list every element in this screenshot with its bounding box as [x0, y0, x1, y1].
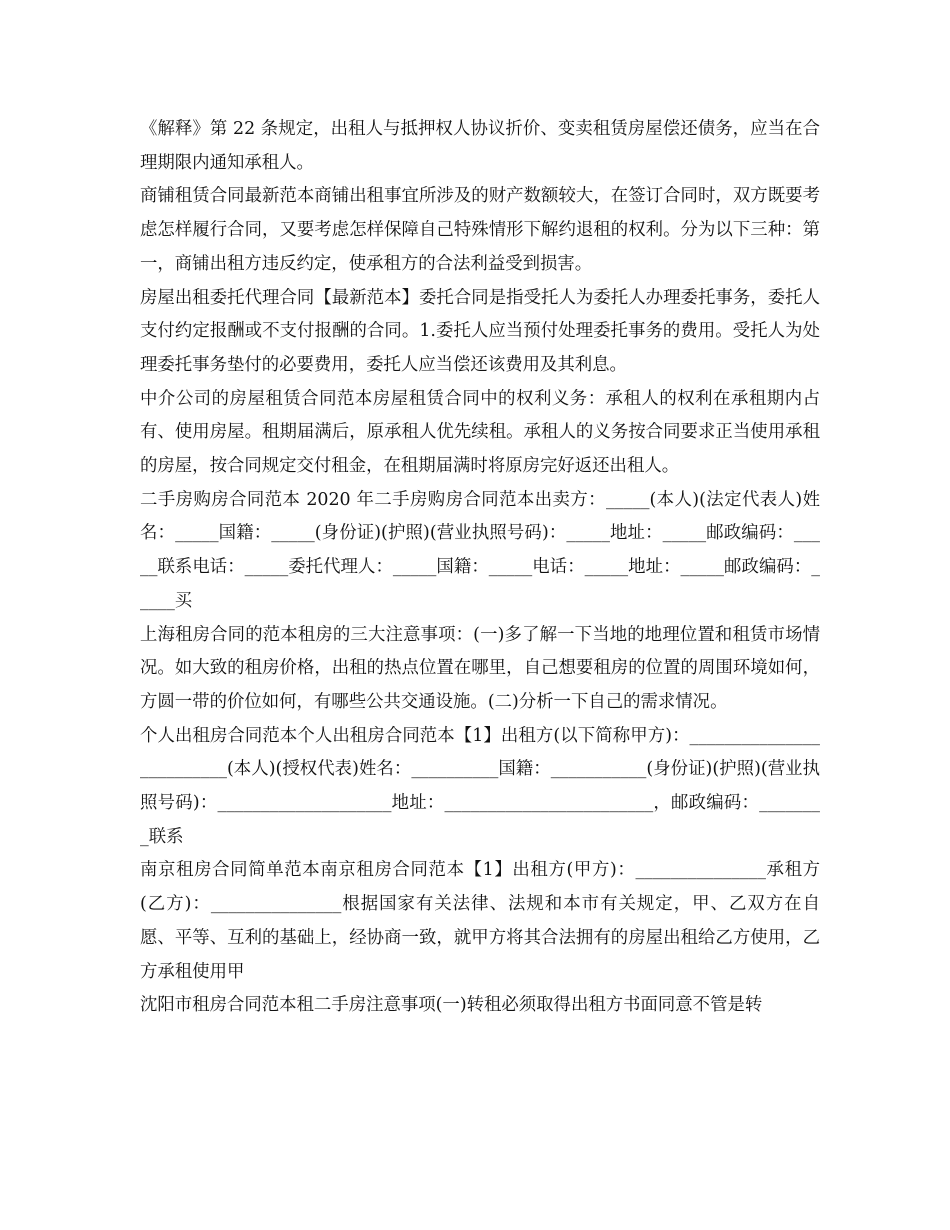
paragraph-entrustment-agency-contract: 房屋出租委托代理合同【最新范本】委托合同是指受托人为委托人办理委托事务，委托人支付约定报酬或不支付报酬的合同。1.委托人应当预付处理委托事务的费用。受托人为处理委托事务垫付的必要费用，委托人应当偿还该费用及其利息。: [140, 287, 820, 375]
paragraph-shanghai-rental-notes: 上海租房合同的范本租房的三大注意事项：(一)多了解一下当地的地理位置和租赁市场情况。如大致的租房价格，出租的热点位置在哪里，自己想要租房的位置的周围环境如何，方圆一带的价位如何，有哪些公共交通设施。(二)分析一下自己的需求情况。: [140, 624, 820, 712]
paragraph-shenyang-rental-notes: 沈阳市租房合同范本租二手房注意事项(一)转租必须取得出租方书面同意不管是转: [140, 995, 763, 1016]
paragraph-personal-rental-contract: 个人出租房合同范本个人出租房合同范本【1】出租方(以下简称甲方)：_________________________(本人)(授权代表)姓名：__________国籍：___________(身份证)(护照)(营业执照号码)：____________________地址：________________________，邮政编码：________联系: [140, 725, 820, 847]
paragraph-second-hand-house-purchase: 二手房购房合同范本 2020 年二手房购房合同范本出卖方：_____(本人)(法定代表人)姓名：_____国籍：_____(身份证)(护照)(营业执照号码)：_____地址：_____邮政编码：_____联系电话：_____委托代理人：_____国籍：_____电话：_____地址：_____邮政编码：_____买: [140, 489, 820, 611]
paragraph-interpretation-article-22: 《解释》第 22 条规定，出租人与抵押权人协议折价、变卖租赁房屋偿还债务，应当在合理期限内通知承租人。: [140, 119, 820, 173]
paragraph-shop-lease-contract: 商铺租赁合同最新范本商铺出租事宜所涉及的财产数额较大，在签订合同时，双方既要考虑怎样履行合同，又要考虑怎样保障自己特殊情形下解约退租的权利。分为以下三种：第一，商铺出租方违反约定，使承租方的合法利益受到损害。: [140, 186, 820, 274]
paragraph-nanjing-rental-contract: 南京租房合同简单范本南京租房合同范本【1】出租方(甲方)：_______________承租方(乙方)：_______________根据国家有关法律、法规和本市有关规定，甲、乙双方在自愿、平等、互利的基础上，经协商一致，就甲方将其合法拥有的房屋出租给乙方使用，乙方承租使用甲: [140, 860, 820, 982]
document-body: [140, 113, 820, 1023]
paragraph-agency-lease-rights-duties: 中介公司的房屋租赁合同范本房屋租赁合同中的权利义务：承租人的权利在承租期内占有、使用房屋。租期届满后，原承租人优先续租。承租人的义务按合同要求正当使用承租的房屋，按合同规定交付租金，在租期届满时将原房完好返还出租人。: [140, 388, 820, 477]
